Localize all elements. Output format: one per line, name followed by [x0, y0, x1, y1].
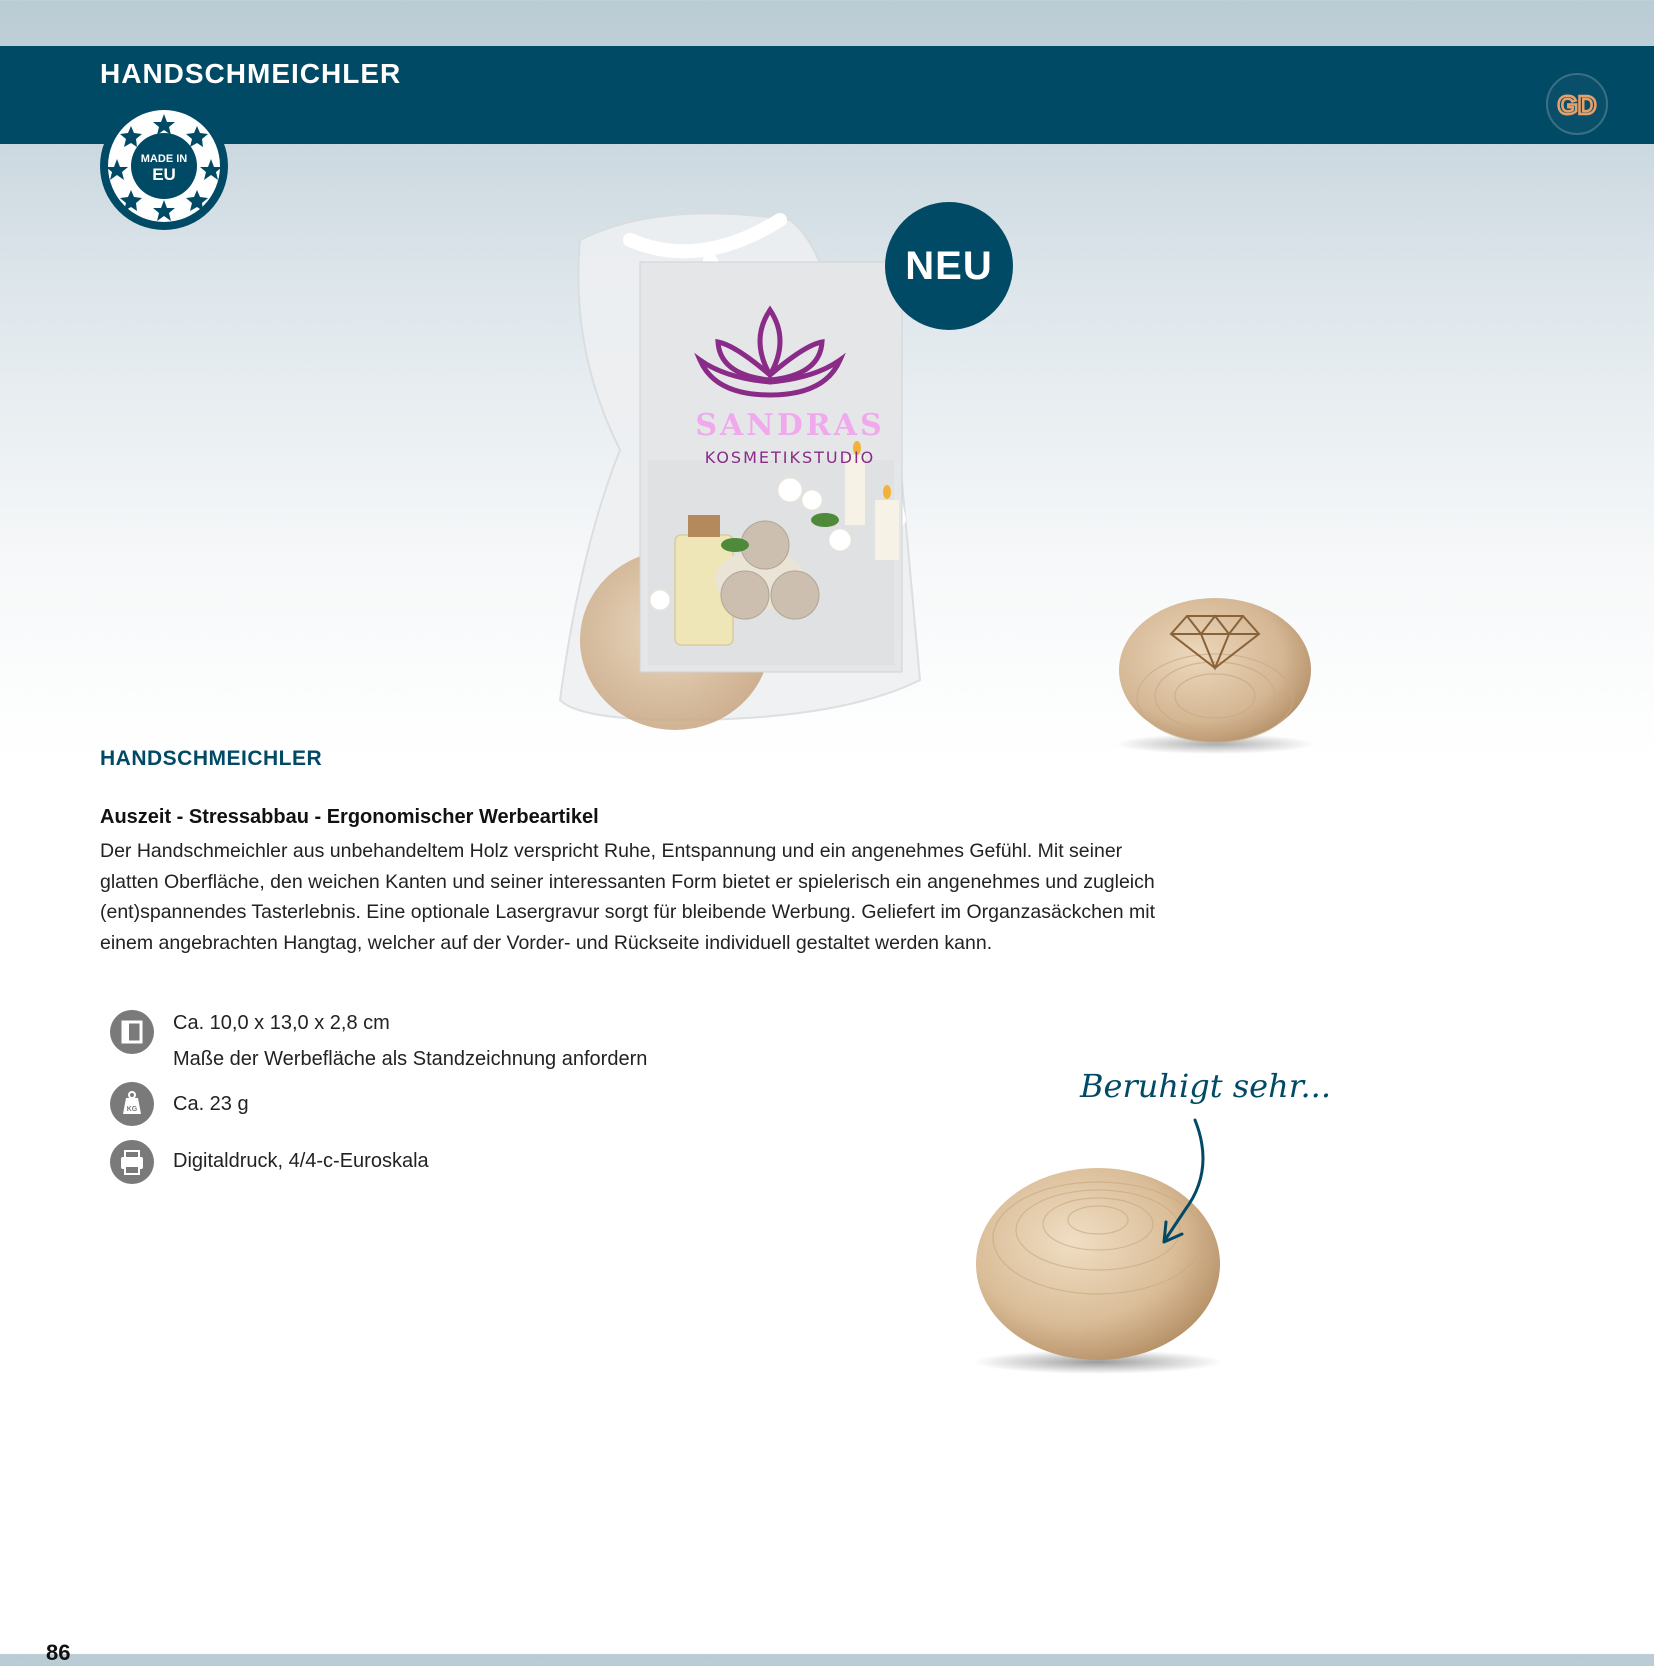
weight-icon: [110, 1082, 154, 1126]
weight-text: Ca. 23 g: [173, 1093, 249, 1115]
handwritten-note: Beruhigt sehr...: [1080, 1067, 1331, 1105]
made-in-eu-badge: [98, 100, 230, 232]
print-area-note: Maße der Werbefläche als Standzeichnung anfordern: [173, 1048, 648, 1070]
description-line: einem angebrachten Hangtag, welcher auf der Vorder- und Rückseite individuell gestaltet werden kann.: [100, 931, 993, 954]
product-subheading: Auszeit - Stressabbau - Ergonomischer Werbeartikel: [100, 806, 599, 828]
size-text: Ca. 10,0 x 13,0 x 2,8 cm: [173, 1012, 390, 1034]
description-line: glatten Oberfläche, den weichen Kanten und seiner interessanten Form bietet er spielerisch ein angenehmes und zugleich: [100, 870, 1155, 893]
hangtag-brand-text: SANDRAS: [695, 408, 885, 443]
size-icon: [110, 1010, 154, 1054]
product-description: [100, 836, 1300, 958]
product-heading: HANDSCHMEICHLER: [100, 747, 323, 770]
description-line: (ent)spannendes Tasterlebnis. Eine optionale Lasergravur sorgt für bleibende Werbung. Geliefert im Organzasäckchen mit: [100, 901, 1156, 923]
gd-logo-text: GD: [1557, 90, 1597, 120]
gd-logo-icon: [1545, 72, 1609, 136]
page-number: 86: [46, 1640, 71, 1665]
hangtag-sub-text: KOSMETIKSTUDIO: [704, 448, 876, 467]
engraved-wooden-egg-image: [1105, 586, 1325, 760]
new-badge: [885, 202, 1013, 330]
description-line: Der Handschmeichler aus unbehandeltem Holz verspricht Ruhe, Entspannung und ein angenehmes Gefühl. Mit seiner: [100, 840, 1123, 862]
print-method-text: Digitaldruck, 4/4-c-Euroskala: [173, 1150, 429, 1172]
page-title: HANDSCHMEICHLER: [100, 58, 402, 89]
print-icon: [110, 1140, 154, 1184]
made-in-text: MADE IN: [140, 153, 188, 165]
weight-icon-label: KG: [126, 1106, 138, 1113]
eu-text: EU: [152, 165, 176, 184]
new-badge-label: NEU: [905, 243, 993, 288]
